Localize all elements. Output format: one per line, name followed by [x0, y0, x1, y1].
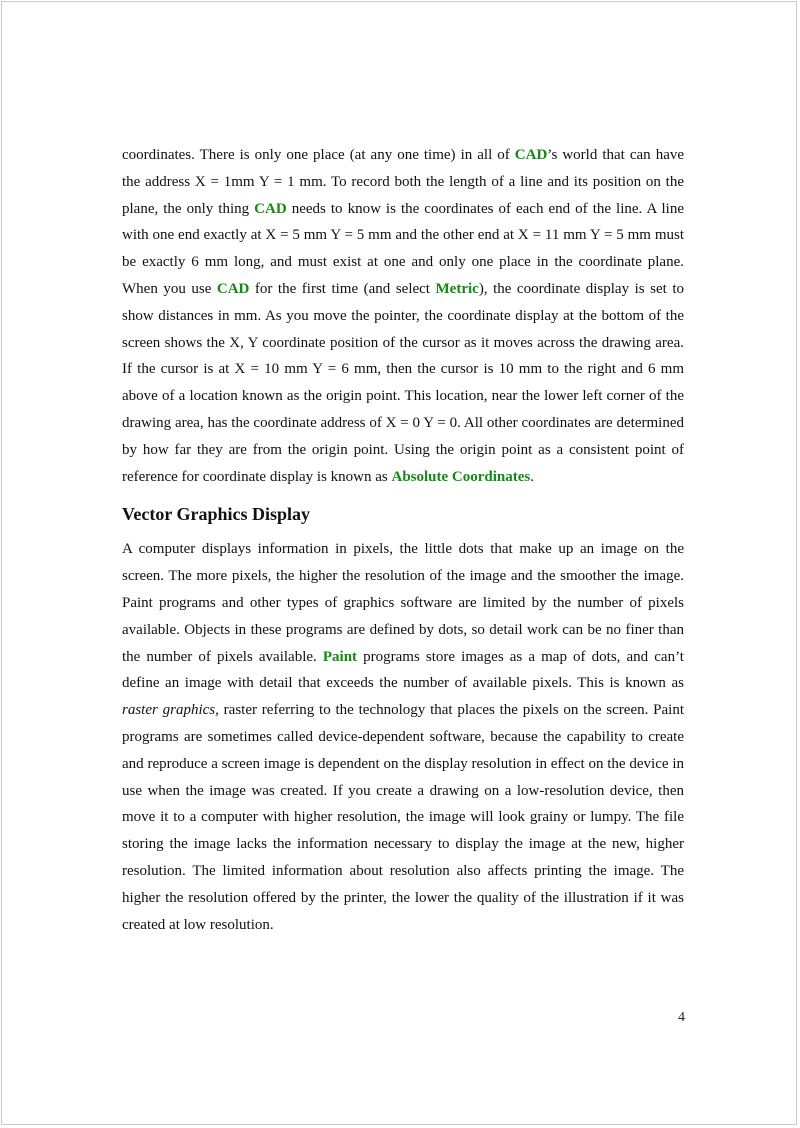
paragraph-vector-graphics: [122, 536, 684, 938]
keyword-cad: CAD: [514, 147, 548, 163]
paragraph-text: , raster referring to the technology that places the pixels on the screen. Paint programs are sometimes called device-dependent software, because the capability to create and reproduce a screen image is dependent on the display resolution in effect on the device in use when the image was created. If you create a drawing on a low-resolution device, then move it to a computer with higher resolution, the image will look grainy or lumpy. The file storing the image lacks the information necessary to display the image at the new, higher resolution. The limited information about resolution also affects printing the image. The higher the resolution offered by the printer, the lower the quality of the illustration if it was created at low resolution.: [122, 702, 684, 933]
keyword-metric: Metric: [435, 280, 479, 297]
paragraph-text: ’s world that can have the address X = 1mm Y = 1 mm. To record both the length of a line and its position on the plane, the only thing: [122, 147, 685, 217]
paragraph-absolute-coordinates: [122, 142, 684, 490]
term-raster-graphics: raster graphics: [122, 702, 216, 719]
document-page: [1, 1, 797, 1125]
paragraph-text: A computer displays information in pixels, the little dots that make up an image on the screen. The more pixels, the higher the resolution of the image and the smoother the image. Paint programs and other types of graphics software are limited by the number of pixels available. Objects in these programs are defined by dots, so detail work can be no finer than the number of pixels available.: [122, 541, 684, 665]
paragraph-text: for the first time (and select: [249, 280, 436, 297]
keyword-cad: CAD: [216, 280, 250, 297]
keyword-paint: Paint: [322, 648, 358, 665]
keyword-absolute-coordinates: Absolute Coordinates: [391, 468, 531, 485]
keyword-cad: CAD: [254, 200, 287, 217]
page-content: [122, 142, 684, 938]
paragraph-text: coordinates. There is only one place (at any one time) in all of: [122, 147, 515, 163]
section-heading: Vector Graphics Display: [122, 504, 311, 525]
paragraph-text: .: [530, 468, 534, 485]
paragraph-text: needs to know is the coordinates of each end of the line. A line with one end exactly at X = 5 mm Y = 5 mm and the other end at X = 11 mm Y = 5 mm must be exactly 6 mm long, and must exist at one and only one place in the coordinate plane. When you use: [122, 200, 685, 297]
page-number: 4: [678, 1010, 685, 1025]
paragraph-text: ), the coordinate display is set to show distances in mm. As you move the pointer, the coordinate display at the bottom of the screen shows the X, Y coordinate position of the cursor as it moves across the drawing area. If the cursor is at X = 10 mm Y = 6 mm, then the cursor is 10 mm to the right and 6 mm above of a location known as the origin point. This location, near the lower left corner of the drawing area, has the coordinate address of X = 0 Y = 0. All other coordinates are determined by how far they are from the origin point. Using the origin point as a consistent point of reference for coordinate display is known as: [122, 280, 685, 485]
paragraph-text: programs store images as a map of dots, and can’t define an image with detail that exceeds the number of available pixels. This is known as: [122, 648, 684, 692]
